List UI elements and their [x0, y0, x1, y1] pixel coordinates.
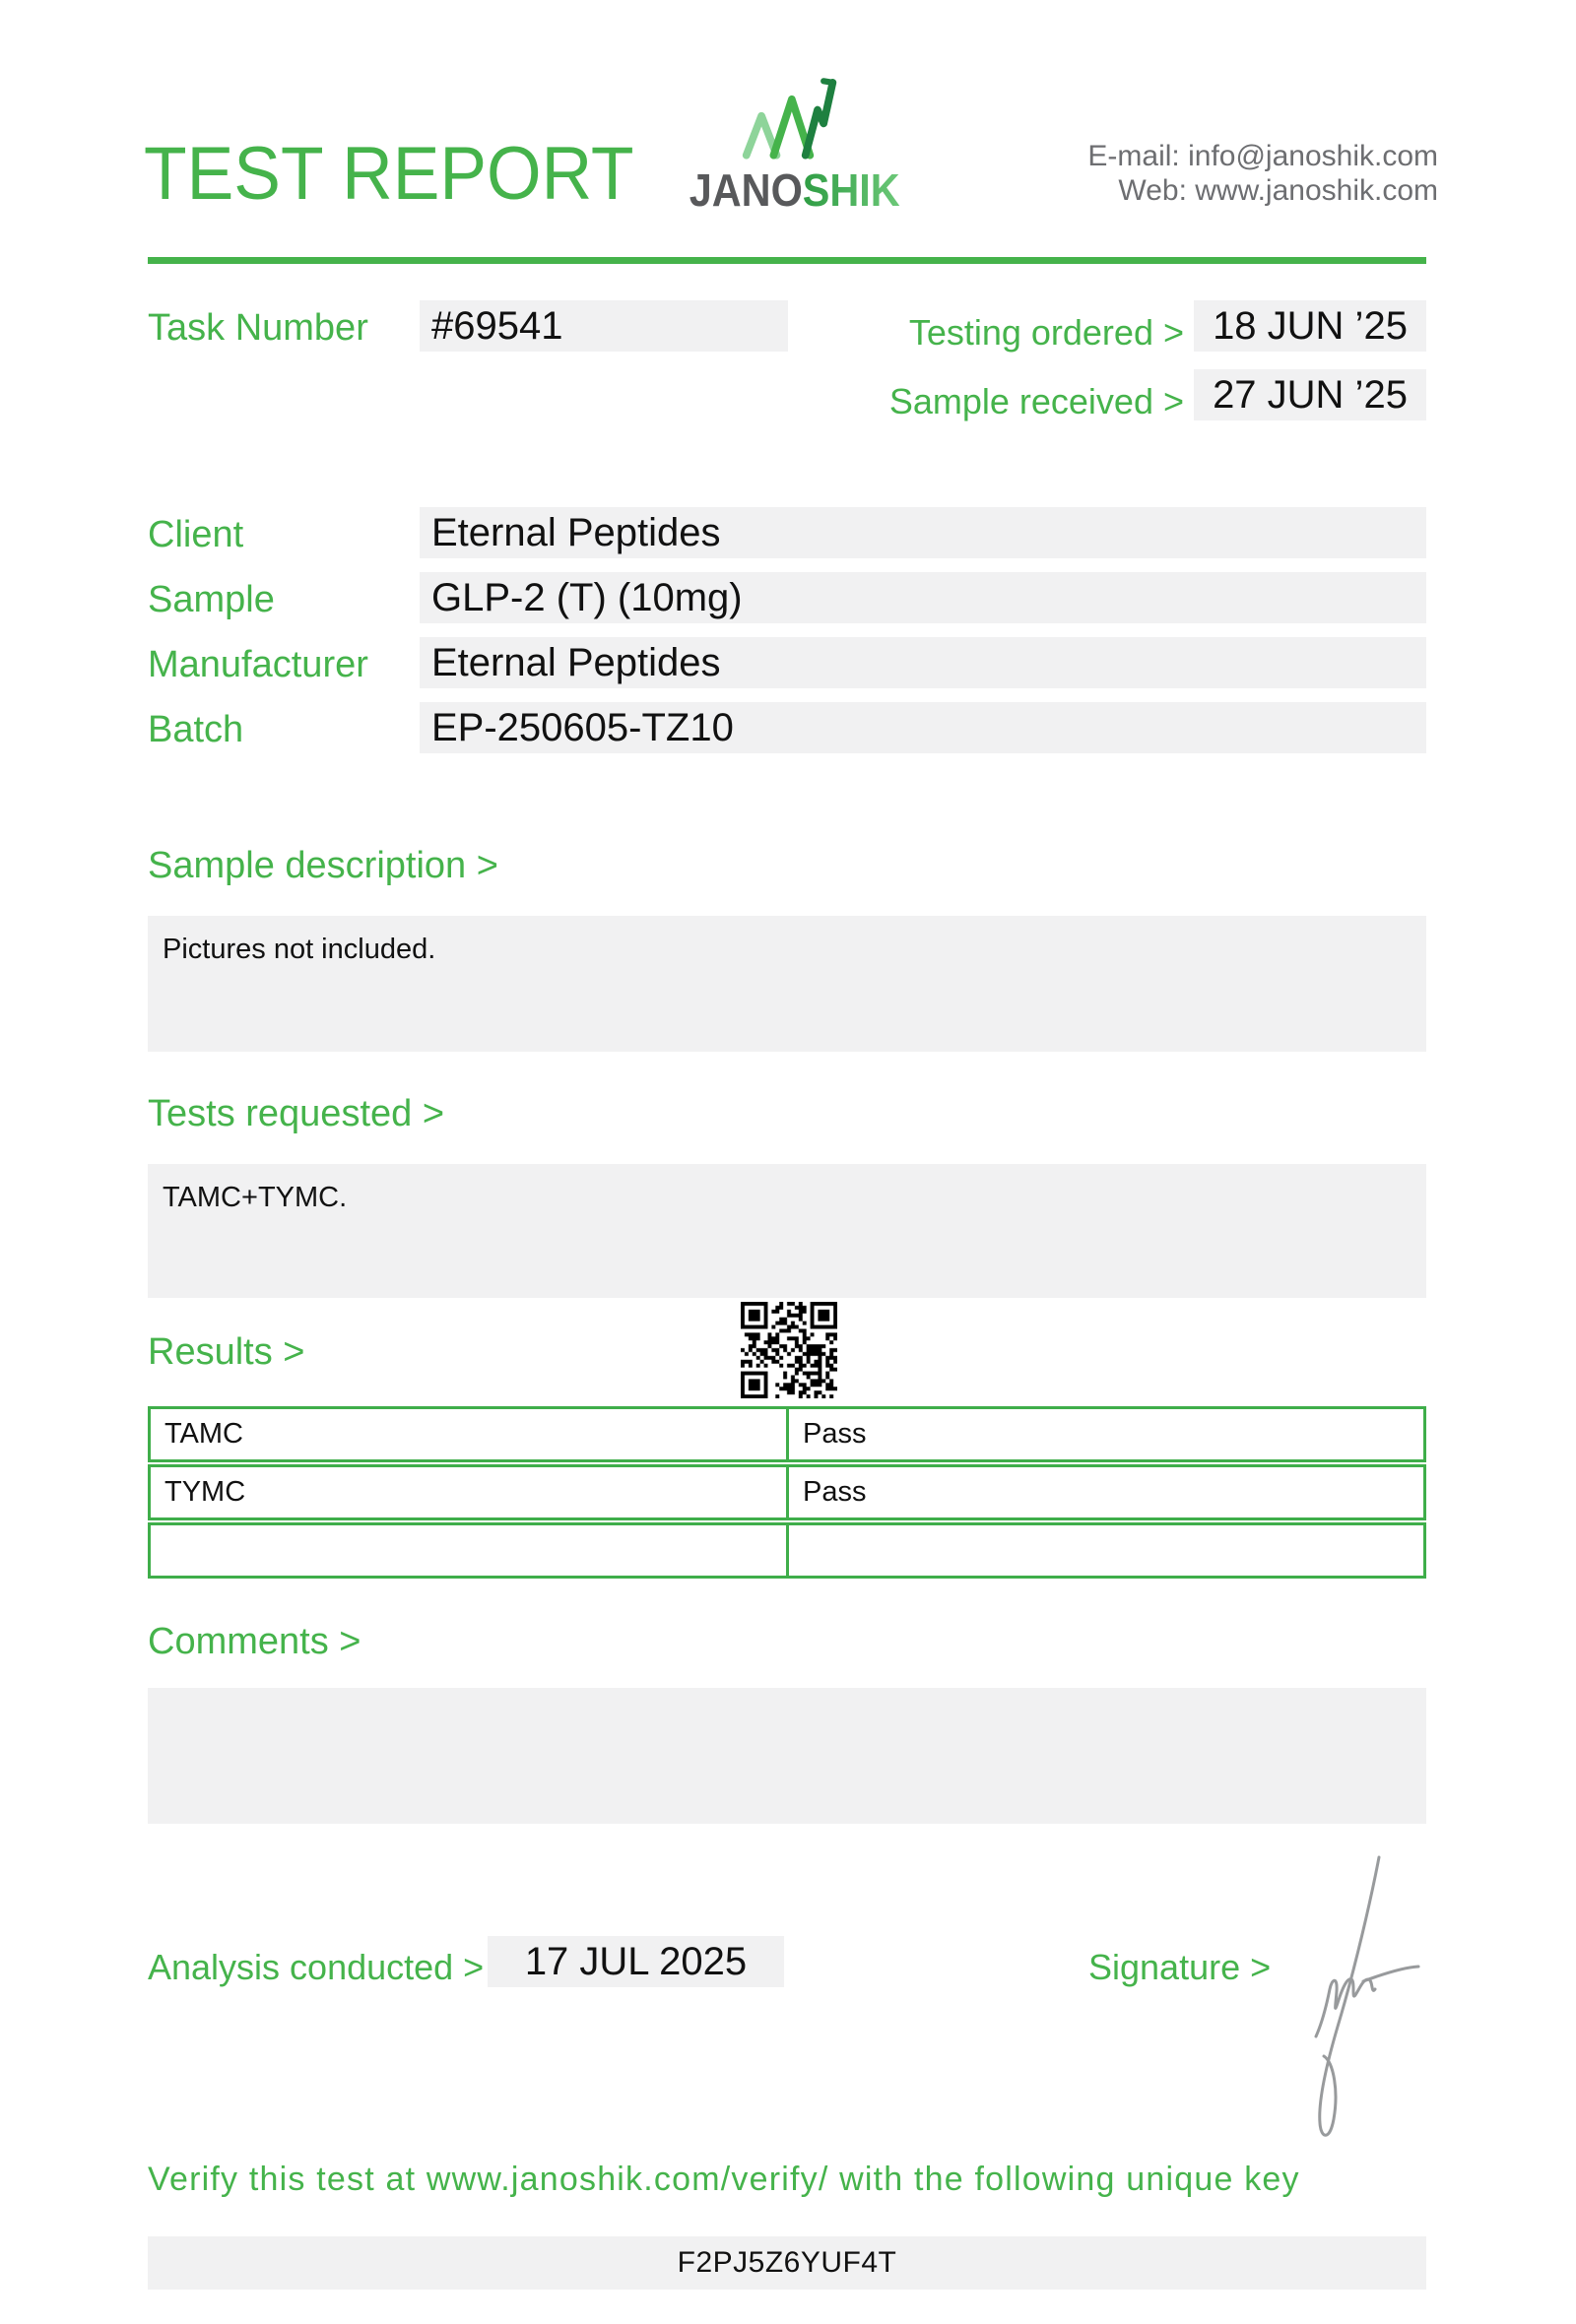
logo-text-jano: JANO	[689, 164, 803, 216]
comments-label: Comments >	[148, 1621, 361, 1662]
janoshik-logo-wordmark	[690, 163, 898, 217]
signature-image	[1269, 1851, 1456, 2157]
result-test-name: TAMC	[164, 1418, 244, 1450]
analysis-date-field	[488, 1936, 784, 1987]
batch-field	[420, 702, 1426, 753]
header-divider	[148, 257, 1426, 264]
result-test-name	[151, 1525, 786, 1576]
tests-requested-text: TAMC+TYMC.	[163, 1182, 348, 1213]
unique-key-field	[148, 2236, 1426, 2290]
table-row	[148, 1406, 1426, 1462]
logo-text-shik: SHIK	[802, 164, 900, 216]
comments-text	[148, 1688, 1426, 1706]
unique-key-value: F2PJ5Z6YUF4T	[677, 2246, 897, 2279]
manufacturer-value: Eternal Peptides	[431, 641, 721, 684]
manufacturer-label: Manufacturer	[148, 644, 368, 685]
result-value	[786, 1525, 1423, 1576]
client-value: Eternal Peptides	[431, 511, 721, 554]
logo-chart-icon	[739, 75, 837, 161]
task-number-label: Task Number	[148, 307, 368, 349]
email-line: E-mail: info@janoshik.com	[1087, 140, 1438, 172]
result-value: Pass	[786, 1467, 1423, 1517]
table-row	[148, 1464, 1426, 1520]
result-value: Pass	[786, 1409, 1423, 1459]
results-table	[148, 1406, 1426, 1579]
analysis-conducted-label: Analysis conducted >	[148, 1947, 485, 1987]
verify-instruction: Verify this test at www.janoshik.com/verify/ with the following unique key	[148, 2161, 1300, 2198]
testing-ordered-date: 18 JUN ’25	[1213, 304, 1408, 348]
sample-description-label: Sample description >	[148, 845, 498, 886]
signature-label: Signature >	[1088, 1947, 1272, 1987]
client-field	[420, 507, 1426, 558]
testing-ordered-label: Testing ordered >	[908, 312, 1184, 353]
sample-label: Sample	[148, 579, 275, 620]
sample-received-date: 27 JUN ’25	[1213, 373, 1408, 417]
batch-value: EP-250605-TZ10	[431, 706, 734, 749]
manufacturer-field	[420, 637, 1426, 688]
web-line: Web: www.janoshik.com	[1118, 174, 1438, 207]
qr-code	[741, 1302, 837, 1398]
result-test-name: TYMC	[164, 1476, 246, 1508]
task-number-value: #69541	[431, 304, 563, 348]
analysis-date-value: 17 JUL 2025	[524, 1940, 748, 1983]
page-title: TEST REPORT	[144, 132, 634, 216]
testing-ordered-field	[1194, 300, 1426, 352]
table-row	[148, 1522, 1426, 1579]
tests-requested-box	[148, 1164, 1426, 1298]
sample-description-box	[148, 916, 1426, 1052]
tests-requested-label: Tests requested >	[148, 1093, 445, 1134]
sample-received-label: Sample received >	[888, 381, 1184, 421]
sample-description-text: Pictures not included.	[163, 934, 436, 965]
task-number-field	[420, 300, 788, 352]
comments-box	[148, 1688, 1426, 1824]
sample-value: GLP-2 (T) (10mg)	[431, 576, 743, 619]
sample-field	[420, 572, 1426, 623]
client-label: Client	[148, 514, 244, 555]
batch-label: Batch	[148, 709, 244, 750]
sample-received-field	[1194, 369, 1426, 420]
results-label: Results >	[148, 1331, 305, 1373]
contact-block	[1087, 139, 1438, 208]
